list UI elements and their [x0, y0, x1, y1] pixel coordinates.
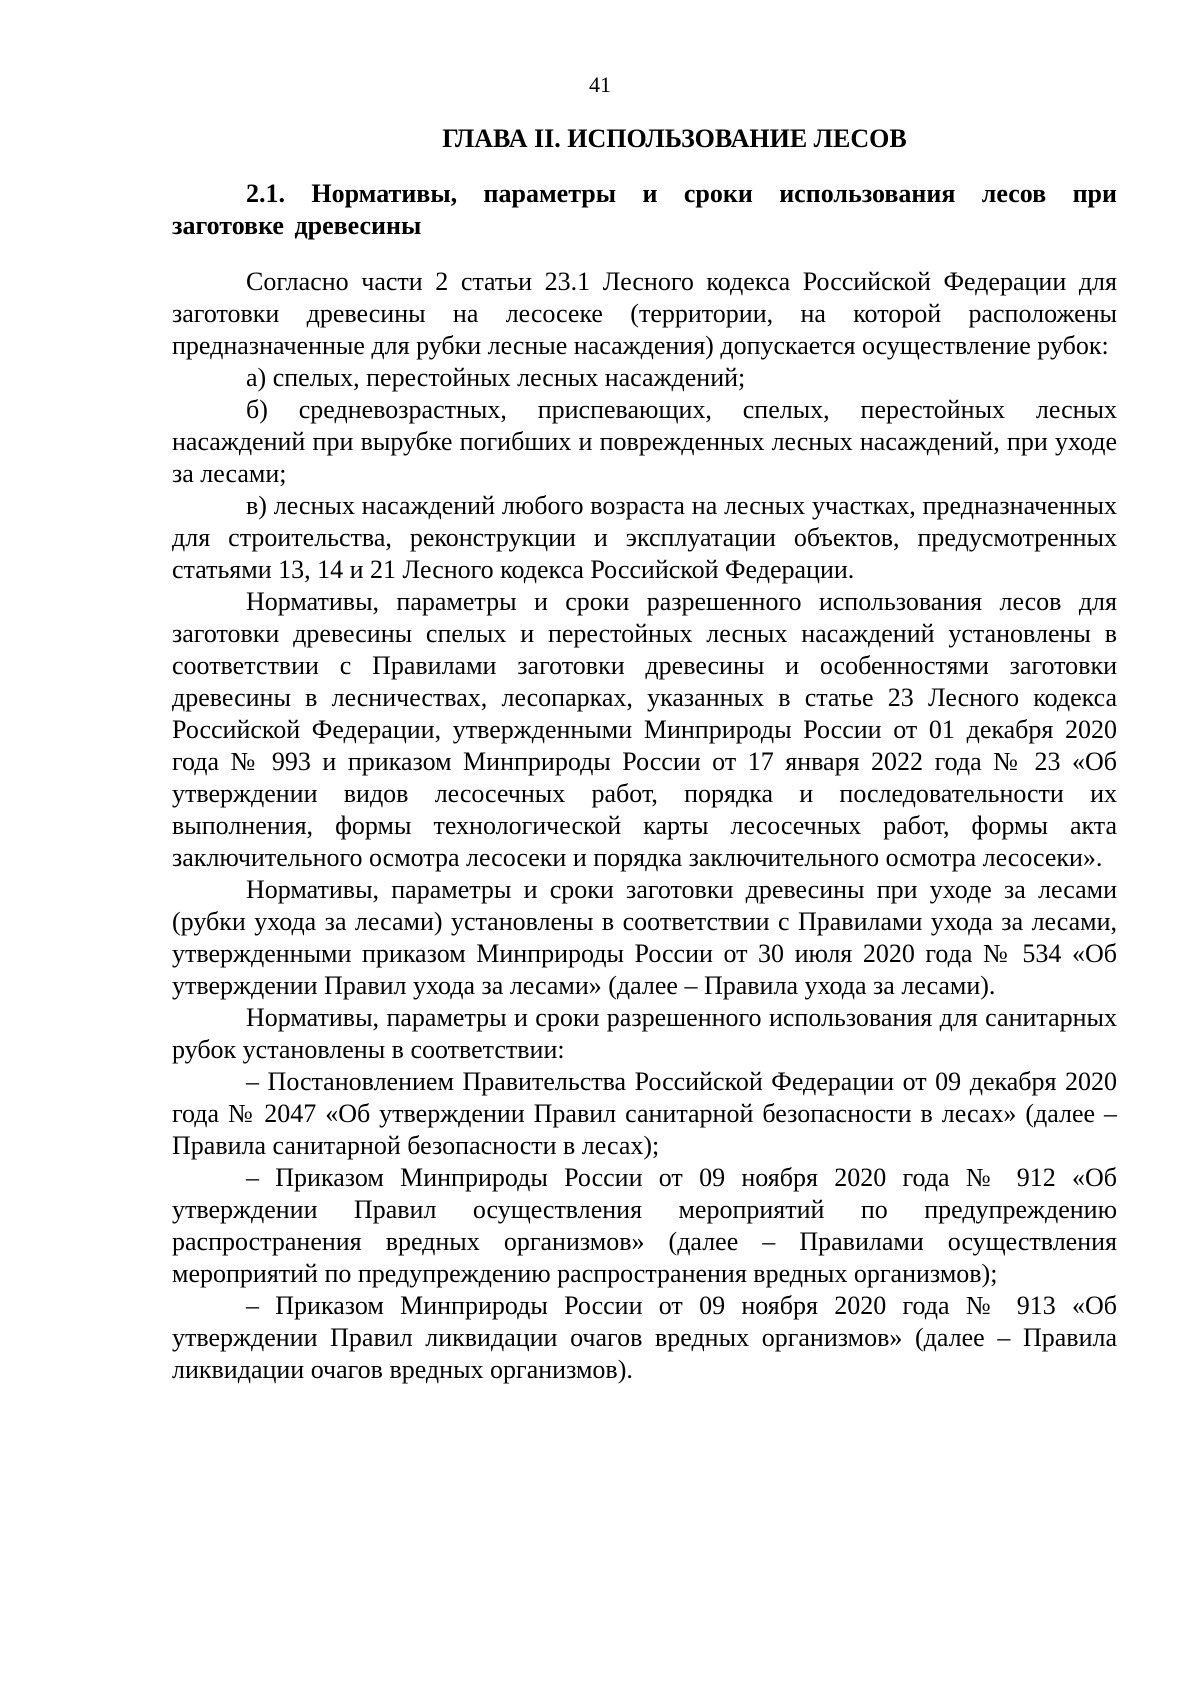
paragraph-harvest-standards: Нормативы, параметры и сроки разрешенного использования лесов для заготовки древесины спелых и перестойных лесных насаждений установлены в соответствии с Правилами заготовки древесины и особенностями заготовки древесины в лесничествах, лесопарках, указанных в статье 23 Лесного кодекса Российской Федерации, утвержденными Минприроды России от 01 декабря 2020 года № 993 и приказом Минприроды России от 17 января 2022 года № 23 «Об утверждении видов лесосечных работ, порядка и последовательности их выполнения, формы технологической карты лесосечных работ, формы акта заключительного осмотра лесосеки и порядка заключительного осмотра лесосеки».	[172, 587, 1117, 872]
paragraph-intro: Согласно части 2 статьи 23.1 Лесного кодекса Российской Федерации для заготовки древесины на лесосеке (территории, на которой расположены предназначенные для рубки лесные насаждения) допускается осуществление рубок:	[172, 267, 1117, 360]
section-title: 2.1. Нормативы, параметры и сроки использования лесов при заготовке древесины	[172, 179, 1117, 240]
list-item-a: а) спелых, перестойных лесных насаждений;	[246, 363, 746, 392]
list-item-v: в) лесных насаждений любого возраста на лесных участках, предназначенных для строительства, реконструкции и эксплуатации объектов, предусмотренных статьями 13, 14 и 21 Лесного кодекса Российской Федерации.	[172, 491, 1117, 584]
page-number: 41	[589, 72, 611, 97]
list-item-order-913: – Приказом Минприроды России от 09 ноября 2020 года № 913 «Об утверждении Правил ликвидации очагов вредных организмов» (далее – Правила ликвидации очагов вредных организмов).	[172, 1291, 1117, 1384]
list-item-b: б) средневозрастных, приспевающих, спелых, перестойных лесных насаждений при вырубке погибших и поврежденных лесных насаждений, при уходе за лесами;	[172, 395, 1117, 488]
chapter-title: ГЛАВА II. ИСПОЛЬЗОВАНИЕ ЛЕСОВ	[442, 124, 907, 153]
list-item-order-912: – Приказом Минприроды России от 09 ноября 2020 года № 912 «Об утверждении Правил осуществления мероприятий по предупреждению распространения вредных организмов» (далее – Правилами осуществления мероприятий по предупреждению распространения вредных организмов);	[172, 1163, 1117, 1288]
paragraph-sanitary-standards: Нормативы, параметры и сроки разрешенного использования для санитарных рубок установлены в соответствии:	[172, 1003, 1117, 1064]
page-content	[172, 122, 1117, 1386]
paragraph-thinning-standards: Нормативы, параметры и сроки заготовки древесины при уходе за лесами (рубки ухода за лесами) установлены в соответствии с Правилами ухода за лесами, утвержденными приказом Минприроды России от 30 июля 2020 года № 534 «Об утверждении Правил ухода за лесами» (далее – Правила ухода за лесами).	[172, 875, 1117, 1000]
list-item-resolution-2047: – Постановлением Правительства Российской Федерации от 09 декабря 2020 года № 2047 «Об утверждении Правил санитарной безопасности в лесах» (далее – Правила санитарной безопасности в лесах);	[172, 1067, 1117, 1160]
